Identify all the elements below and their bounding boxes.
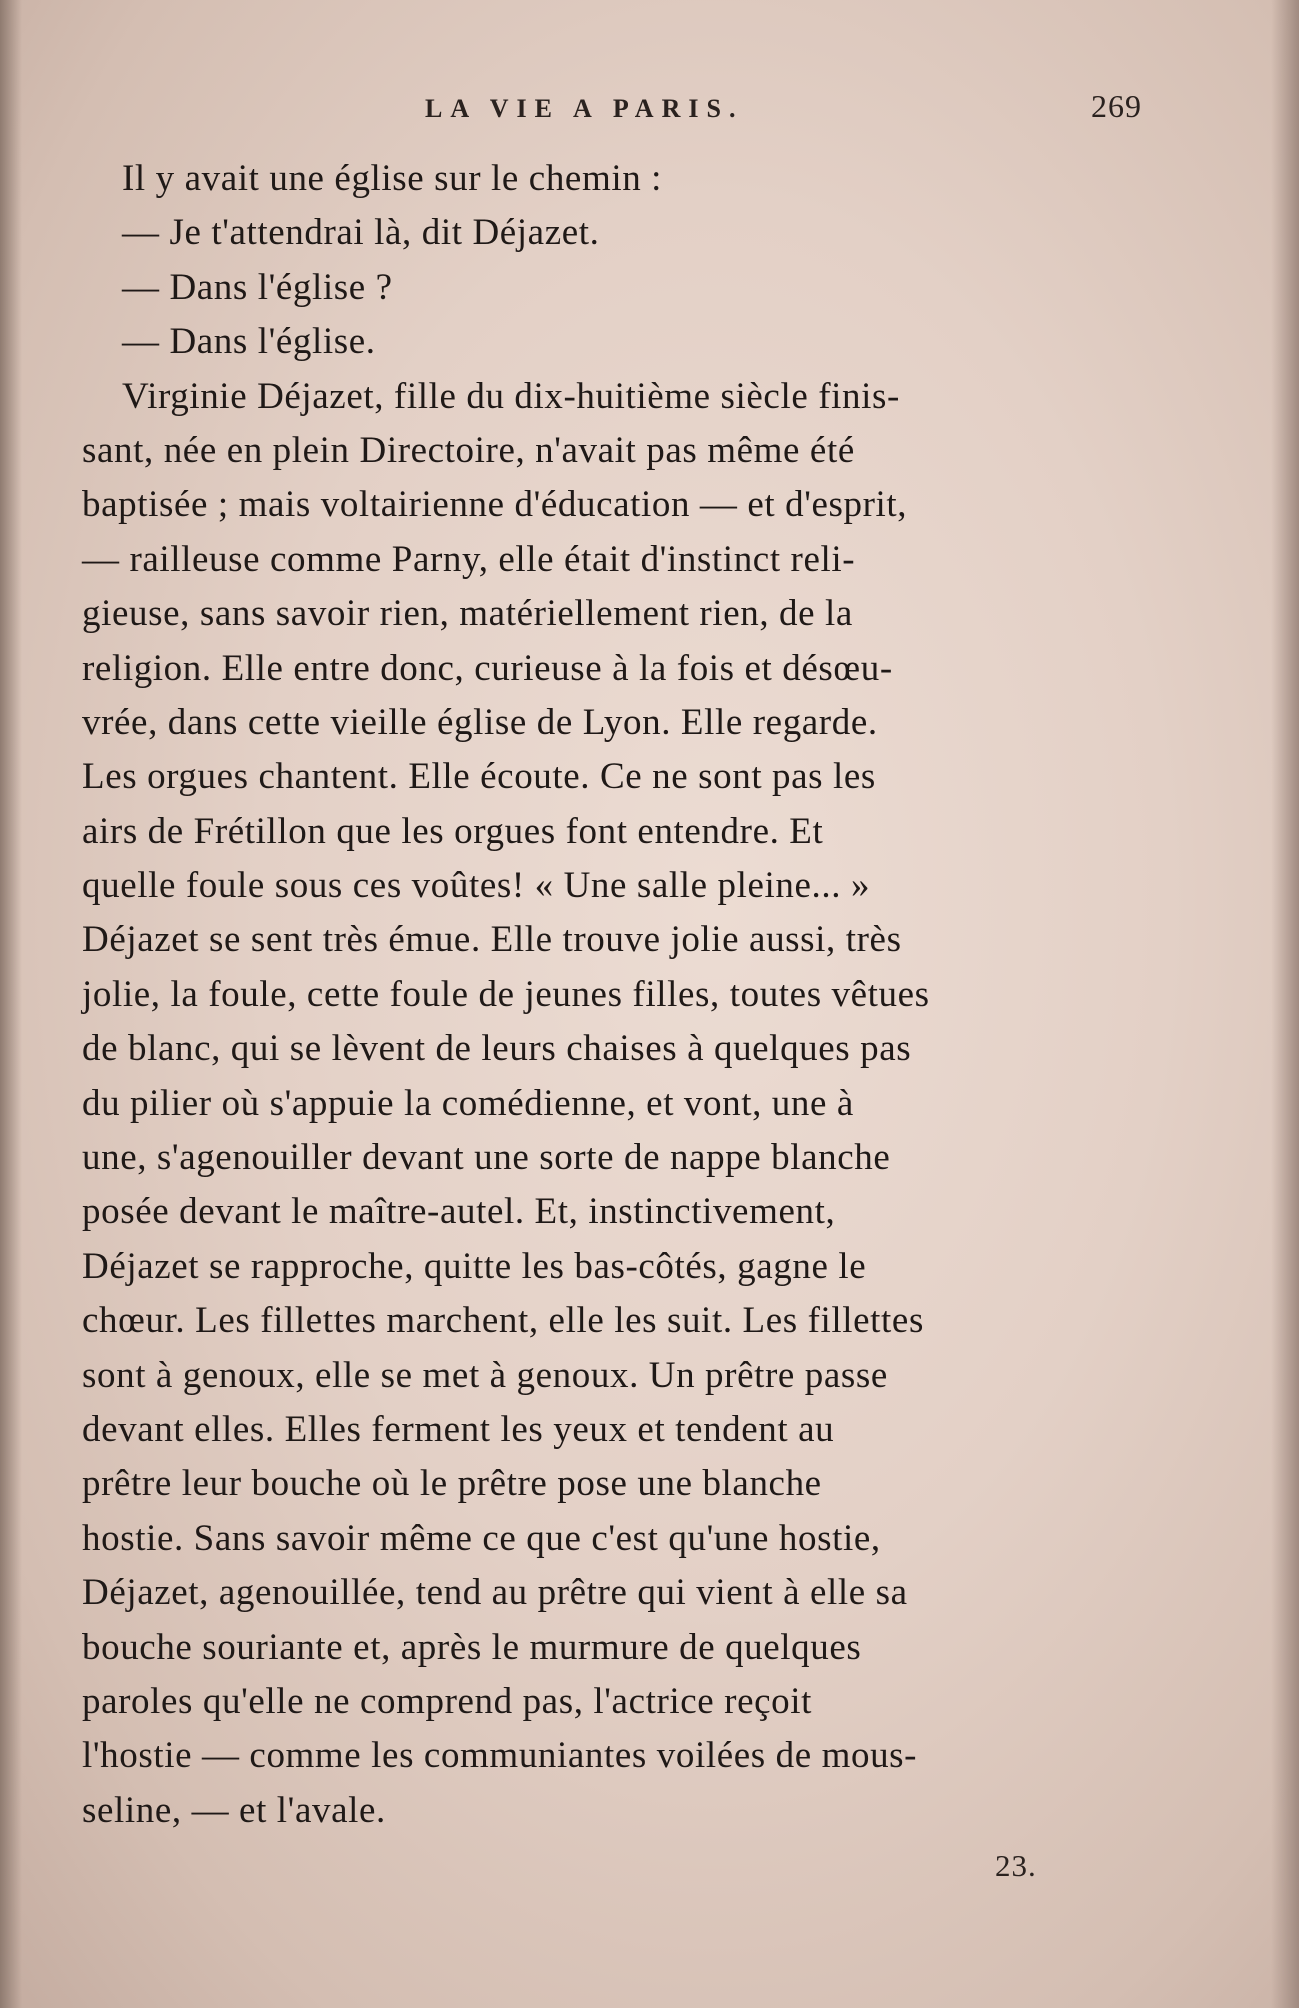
text-line: chœur. Les fillettes marchent, elle les suit. Les fillettes — [82, 1300, 924, 1342]
text-line: Déjazet, agenouillée, tend au prêtre qui vient à elle sa — [82, 1572, 908, 1614]
text-line: Virginie Déjazet, fille du dix-huitième siècle finis- — [122, 375, 900, 417]
text-line: vrée, dans cette vieille église de Lyon. Elle regarde. — [82, 701, 878, 743]
text-line: prêtre leur bouche où le prêtre pose une blanche — [82, 1463, 822, 1505]
text-line: — railleuse comme Parny, elle était d'instinct reli- — [82, 538, 856, 580]
text-line: Déjazet se sent très émue. Elle trouve jolie aussi, très — [82, 919, 902, 961]
text-line: baptisée ; mais voltairienne d'éducation — et d'esprit, — [82, 484, 908, 526]
text-line: airs de Frétillon que les orgues font entendre. Et — [82, 810, 824, 852]
text-line: Déjazet se rapproche, quitte les bas-côtés, gagne le — [82, 1245, 867, 1287]
page-number: 269 — [1091, 88, 1142, 124]
text-line: posée devant le maître-autel. Et, instinctivement, — [82, 1191, 836, 1233]
text-line: devant elles. Elles ferment les yeux et tendent au — [82, 1408, 835, 1450]
running-head: LA VIE A PARIS. — [425, 94, 744, 123]
text-line: — Je t'attendrai là, dit Déjazet. — [122, 212, 600, 254]
text-line: paroles qu'elle ne comprend pas, l'actrice reçoit — [82, 1680, 812, 1722]
text-line: l'hostie — comme les communiantes voilées de mous- — [82, 1735, 918, 1777]
text-line: religion. Elle entre donc, curieuse à la fois et désœu- — [82, 647, 893, 689]
text-line: Les orgues chantent. Elle écoute. Ce ne sont pas les — [82, 756, 876, 798]
body-text — [82, 152, 1172, 1838]
text-line: sant, née en plein Directoire, n'avait pas même été — [82, 429, 855, 471]
text-line: hostie. Sans savoir même ce que c'est qu'une hostie, — [82, 1517, 881, 1559]
text-line: jolie, la foule, cette foule de jeunes filles, toutes vêtues — [82, 973, 930, 1015]
text-line: — Dans l'église ? — [122, 266, 393, 308]
text-line: seline, — et l'avale. — [82, 1789, 386, 1831]
text-line: une, s'agenouiller devant une sorte de nappe blanche — [82, 1137, 891, 1179]
page-header — [80, 88, 1142, 128]
text-line: — Dans l'église. — [122, 321, 376, 363]
text-line: Il y avait une église sur le chemin : — [122, 158, 663, 199]
text-line: quelle foule sous ces voûtes! « Une salle pleine... » — [82, 865, 871, 907]
text-line: de blanc, qui se lèvent de leurs chaises à quelques pas — [82, 1028, 912, 1070]
text-line: gieuse, sans savoir rien, matériellement rien, de la — [82, 593, 853, 635]
text-line: bouche souriante et, après le murmure de quelques — [82, 1626, 862, 1668]
text-line: sont à genoux, elle se met à genoux. Un prêtre passe — [82, 1354, 888, 1396]
signature-mark: 23. — [995, 1848, 1037, 1883]
text-line: du pilier où s'appuie la comédienne, et vont, une à — [82, 1082, 854, 1124]
